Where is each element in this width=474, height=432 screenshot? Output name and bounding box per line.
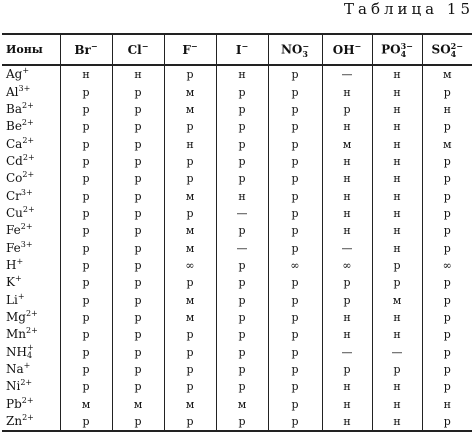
anion-charge: 3− <box>400 40 413 51</box>
solubility-cell: р <box>112 101 164 118</box>
anion-symbol: I <box>235 42 242 57</box>
solubility-cell: р <box>60 291 112 308</box>
solubility-cell: р <box>60 135 112 152</box>
solubility-cell: р <box>268 291 322 308</box>
solubility-cell: р <box>268 222 322 239</box>
cation-cell <box>2 274 60 291</box>
solubility-cell: р <box>164 205 216 222</box>
cation-cell <box>2 326 60 343</box>
cation-symbol: Ag <box>6 67 23 82</box>
anion-subscript: 4 <box>400 48 407 59</box>
solubility-cell: р <box>60 326 112 343</box>
solubility-cell: н <box>372 153 422 170</box>
anion-charge: − <box>354 40 362 51</box>
solubility-cell: р <box>422 153 472 170</box>
table-row <box>2 101 472 118</box>
solubility-cell: р <box>422 222 472 239</box>
table-row <box>2 222 472 239</box>
solubility-cell: р <box>60 187 112 204</box>
solubility-cell: р <box>268 309 322 326</box>
header-anion <box>372 34 422 65</box>
table-row <box>2 361 472 378</box>
solubility-cell: н <box>372 170 422 187</box>
solubility-cell: р <box>60 101 112 118</box>
cation-charge: 2+ <box>20 222 33 232</box>
cation-symbol: Pb <box>6 396 22 411</box>
cation-symbol: Li <box>6 292 18 307</box>
cation-charge: 2+ <box>22 204 35 214</box>
solubility-cell: р <box>60 361 112 378</box>
cation-cell <box>2 101 60 118</box>
anion-charge: − <box>190 40 198 51</box>
solubility-cell: — <box>216 239 268 256</box>
solubility-cell: ∞ <box>422 257 472 274</box>
solubility-cell: н <box>422 101 472 118</box>
solubility-cell: р <box>112 153 164 170</box>
solubility-cell: р <box>60 170 112 187</box>
cation-charge: 3+ <box>20 239 33 249</box>
solubility-cell: р <box>60 118 112 135</box>
solubility-cell: н <box>372 83 422 100</box>
cation-symbol: Ba <box>6 101 22 116</box>
cation-symbol: Be <box>6 119 22 134</box>
table-row <box>2 291 472 308</box>
solubility-cell: н <box>372 239 422 256</box>
solubility-cell: р <box>60 83 112 100</box>
solubility-cell: р <box>60 309 112 326</box>
cation-charge: + <box>22 66 30 76</box>
solubility-cell: р <box>164 153 216 170</box>
cation-cell <box>2 309 60 326</box>
cation-symbol: Mn <box>6 327 27 342</box>
solubility-cell: р <box>322 291 372 308</box>
solubility-cell: р <box>268 170 322 187</box>
cation-cell <box>2 187 60 204</box>
solubility-cell: р <box>268 344 322 361</box>
cation-cell <box>2 205 60 222</box>
solubility-cell: н <box>216 187 268 204</box>
cation-symbol: NH <box>6 344 27 359</box>
cation-charge: 2+ <box>22 170 35 180</box>
solubility-cell: р <box>216 378 268 395</box>
solubility-cell: — <box>372 344 422 361</box>
cation-charge: + <box>23 361 31 371</box>
table-row <box>2 83 472 100</box>
solubility-cell: н <box>372 222 422 239</box>
cation-cell <box>2 135 60 152</box>
solubility-cell: р <box>372 361 422 378</box>
cation-cell <box>2 118 60 135</box>
solubility-cell: р <box>422 83 472 100</box>
cation-charge: 2+ <box>20 378 33 388</box>
solubility-cell: р <box>268 101 322 118</box>
table-row <box>2 378 472 395</box>
solubility-cell: н <box>372 309 422 326</box>
solubility-cell: — <box>322 239 372 256</box>
solubility-cell: р <box>216 361 268 378</box>
solubility-cell: р <box>422 274 472 291</box>
cation-symbol: K <box>6 275 15 290</box>
solubility-cell: р <box>112 170 164 187</box>
table-row <box>2 153 472 170</box>
solubility-cell: р <box>164 413 216 431</box>
solubility-cell: р <box>164 170 216 187</box>
solubility-cell: н <box>164 135 216 152</box>
solubility-cell: р <box>268 187 322 204</box>
cation-cell <box>2 83 60 100</box>
solubility-cell: р <box>422 361 472 378</box>
solubility-cell: н <box>372 205 422 222</box>
solubility-cell: н <box>372 101 422 118</box>
solubility-cell: н <box>372 118 422 135</box>
anion-symbol: OH <box>332 42 355 57</box>
solubility-cell: н <box>322 396 372 413</box>
solubility-cell: р <box>268 65 322 83</box>
solubility-cell: м <box>322 135 372 152</box>
solubility-cell: р <box>112 187 164 204</box>
anion-index-charge <box>451 42 463 58</box>
solubility-cell: р <box>422 187 472 204</box>
solubility-cell: р <box>112 344 164 361</box>
anion-index-charge <box>401 42 413 58</box>
header-anion <box>164 34 216 65</box>
cation-charge: + <box>17 291 25 301</box>
solubility-cell: р <box>60 344 112 361</box>
solubility-cell: р <box>422 170 472 187</box>
table-row <box>2 187 472 204</box>
solubility-cell: н <box>322 326 372 343</box>
cation-cell <box>2 65 60 83</box>
cation-charge: 3+ <box>18 83 31 93</box>
cation-charge: 2+ <box>22 135 35 145</box>
solubility-cell: р <box>112 413 164 431</box>
solubility-cell: р <box>112 257 164 274</box>
header-anion <box>112 34 164 65</box>
solubility-cell: р <box>112 361 164 378</box>
solubility-cell: н <box>322 205 372 222</box>
cation-symbol: Cu <box>6 205 23 220</box>
solubility-cell: р <box>216 118 268 135</box>
solubility-cell: н <box>422 396 472 413</box>
solubility-cell: р <box>422 309 472 326</box>
solubility-cell: р <box>216 170 268 187</box>
solubility-cell: м <box>422 135 472 152</box>
cation-cell <box>2 257 60 274</box>
anion-subscript: 4 <box>450 48 457 59</box>
solubility-cell: р <box>422 378 472 395</box>
solubility-cell: р <box>164 361 216 378</box>
table-row <box>2 309 472 326</box>
table-body <box>2 65 472 431</box>
solubility-cell: р <box>60 413 112 431</box>
cation-cell <box>2 413 60 431</box>
solubility-cell: р <box>422 344 472 361</box>
solubility-cell: — <box>322 65 372 83</box>
table-row <box>2 239 472 256</box>
solubility-cell: р <box>60 239 112 256</box>
solubility-cell: р <box>60 378 112 395</box>
solubility-cell: р <box>216 153 268 170</box>
solubility-cell: р <box>268 118 322 135</box>
solubility-cell: н <box>322 309 372 326</box>
solubility-cell: р <box>216 101 268 118</box>
table-row <box>2 118 472 135</box>
cation-symbol: Mg <box>6 309 26 324</box>
cation-charge: 2+ <box>26 326 38 336</box>
solubility-cell: р <box>216 326 268 343</box>
solubility-cell: н <box>322 170 372 187</box>
anion-charge: − <box>141 40 149 51</box>
solubility-cell: р <box>216 413 268 431</box>
solubility-cell: н <box>372 65 422 83</box>
solubility-cell: р <box>268 274 322 291</box>
cation-charge: 2+ <box>25 308 38 318</box>
anion-symbol: Br <box>74 42 91 57</box>
caption-word: Таблица <box>344 0 439 18</box>
solubility-cell: р <box>112 135 164 152</box>
cation-symbol: Al <box>6 84 19 99</box>
solubility-cell: н <box>322 378 372 395</box>
solubility-cell: м <box>164 309 216 326</box>
solubility-cell: н <box>322 222 372 239</box>
cation-cell <box>2 239 60 256</box>
anion-symbol: Cl <box>127 42 142 57</box>
solubility-cell: м <box>164 291 216 308</box>
cation-charge: 3+ <box>20 187 33 197</box>
solubility-cell: р <box>268 205 322 222</box>
solubility-cell: р <box>112 239 164 256</box>
header-anion <box>216 34 268 65</box>
solubility-cell: р <box>164 65 216 83</box>
solubility-cell: н <box>112 65 164 83</box>
solubility-cell: р <box>216 344 268 361</box>
anion-symbol: SO <box>431 42 451 56</box>
cation-cell <box>2 396 60 413</box>
table-row <box>2 257 472 274</box>
solubility-cell: р <box>60 274 112 291</box>
solubility-cell: р <box>112 222 164 239</box>
table-row <box>2 326 472 343</box>
solubility-cell: р <box>112 291 164 308</box>
solubility-cell: н <box>322 187 372 204</box>
header-anion <box>60 34 112 65</box>
solubility-cell: — <box>322 344 372 361</box>
solubility-cell: р <box>216 257 268 274</box>
cation-symbol: Co <box>6 171 23 186</box>
solubility-cell: р <box>60 257 112 274</box>
cation-charge: 2+ <box>22 152 35 162</box>
solubility-cell: р <box>164 118 216 135</box>
solubility-table <box>2 33 472 432</box>
solubility-cell: р <box>322 101 372 118</box>
solubility-cell: р <box>112 118 164 135</box>
table-row <box>2 135 472 152</box>
solubility-cell: н <box>372 135 422 152</box>
solubility-cell: р <box>268 153 322 170</box>
anion-symbol: PO <box>381 42 401 56</box>
cation-symbol: Ca <box>6 136 23 151</box>
anion-charge: − <box>241 40 249 51</box>
cation-charge: + <box>16 256 24 266</box>
solubility-cell: р <box>422 239 472 256</box>
solubility-cell: р <box>422 326 472 343</box>
solubility-cell: р <box>268 239 322 256</box>
anion-charge: 2− <box>450 40 463 51</box>
solubility-cell: р <box>216 291 268 308</box>
solubility-cell: р <box>164 344 216 361</box>
solubility-cell: н <box>372 187 422 204</box>
cation-symbol: Fe <box>6 240 21 255</box>
solubility-cell: р <box>216 222 268 239</box>
solubility-cell: м <box>164 101 216 118</box>
cation-symbol: Zn <box>6 414 23 429</box>
solubility-cell: р <box>322 361 372 378</box>
solubility-cell: м <box>216 396 268 413</box>
anion-symbol: NO <box>280 42 303 56</box>
solubility-cell: р <box>112 309 164 326</box>
solubility-cell: н <box>372 396 422 413</box>
solubility-cell: р <box>164 274 216 291</box>
solubility-cell: м <box>164 83 216 100</box>
header-ions: Ионы <box>2 34 60 65</box>
solubility-cell: м <box>164 187 216 204</box>
table-row <box>2 274 472 291</box>
cation-charge: + <box>14 274 22 284</box>
solubility-cell: н <box>372 413 422 431</box>
cation-cell <box>2 378 60 395</box>
solubility-cell: р <box>216 135 268 152</box>
cation-cell <box>2 222 60 239</box>
solubility-cell: р <box>216 274 268 291</box>
cation-charge: 2+ <box>22 413 34 423</box>
solubility-cell: р <box>216 83 268 100</box>
solubility-cell: р <box>112 274 164 291</box>
cation-symbol: Cr <box>6 188 21 203</box>
cation-symbol: Fe <box>6 223 21 238</box>
anion-charge: − <box>302 40 310 51</box>
solubility-cell: ∞ <box>268 257 322 274</box>
solubility-cell: р <box>422 413 472 431</box>
solubility-cell: ∞ <box>164 257 216 274</box>
table-row <box>2 396 472 413</box>
solubility-cell: р <box>268 326 322 343</box>
anion-charge: − <box>90 40 98 51</box>
solubility-cell: р <box>112 205 164 222</box>
solubility-cell: р <box>268 396 322 413</box>
solubility-cell: р <box>112 83 164 100</box>
solubility-cell: н <box>322 83 372 100</box>
table-row <box>2 205 472 222</box>
solubility-cell: р <box>164 326 216 343</box>
solubility-cell: н <box>216 65 268 83</box>
cation-cell <box>2 153 60 170</box>
solubility-cell: р <box>164 378 216 395</box>
solubility-cell: м <box>164 239 216 256</box>
header-anion <box>268 34 322 65</box>
caption-number: 15 <box>446 0 474 18</box>
solubility-cell: р <box>268 135 322 152</box>
solubility-cell: р <box>268 83 322 100</box>
solubility-cell: м <box>164 396 216 413</box>
solubility-cell: р <box>268 413 322 431</box>
solubility-cell: м <box>112 396 164 413</box>
solubility-cell: н <box>322 413 372 431</box>
solubility-cell: м <box>372 291 422 308</box>
solubility-cell: н <box>372 326 422 343</box>
solubility-cell: р <box>422 291 472 308</box>
table-row <box>2 344 472 361</box>
header-anion <box>422 34 472 65</box>
table-row <box>2 170 472 187</box>
solubility-cell: р <box>60 205 112 222</box>
table-caption <box>344 0 474 18</box>
solubility-cell: р <box>372 274 422 291</box>
solubility-cell: м <box>164 222 216 239</box>
solubility-cell: р <box>216 309 268 326</box>
solubility-cell: — <box>216 205 268 222</box>
solubility-cell: н <box>60 65 112 83</box>
cation-cell <box>2 170 60 187</box>
cation-cell <box>2 291 60 308</box>
cation-cell <box>2 361 60 378</box>
cation-charge: 2+ <box>21 118 34 128</box>
solubility-cell: р <box>422 118 472 135</box>
cation-index-charge <box>27 344 34 360</box>
solubility-cell: р <box>60 153 112 170</box>
cation-subscript: 4 <box>26 351 33 361</box>
table-row <box>2 413 472 431</box>
cation-symbol: Na <box>6 362 24 377</box>
cation-symbol: H <box>6 257 17 272</box>
solubility-cell: р <box>60 222 112 239</box>
solubility-cell: н <box>322 153 372 170</box>
cation-symbol: Ni <box>6 379 21 394</box>
solubility-cell: р <box>268 361 322 378</box>
solubility-cell: р <box>112 378 164 395</box>
solubility-cell: р <box>322 274 372 291</box>
solubility-cell: р <box>268 378 322 395</box>
solubility-cell: н <box>372 378 422 395</box>
cation-charge: 2+ <box>21 395 34 405</box>
solubility-cell: р <box>372 257 422 274</box>
table-row <box>2 65 472 83</box>
solubility-cell: р <box>422 205 472 222</box>
solubility-cell: р <box>112 326 164 343</box>
header-row <box>2 34 472 65</box>
solubility-cell: н <box>322 118 372 135</box>
cation-charge: + <box>26 343 34 353</box>
cation-charge: 2+ <box>21 100 34 110</box>
header-anion <box>322 34 372 65</box>
anion-index-charge <box>302 42 309 58</box>
solubility-cell: м <box>60 396 112 413</box>
cation-cell <box>2 344 60 361</box>
anion-symbol: F <box>182 42 191 57</box>
solubility-cell: м <box>422 65 472 83</box>
cation-symbol: Cd <box>6 153 23 168</box>
solubility-cell: ∞ <box>322 257 372 274</box>
anion-subscript: 3 <box>302 48 308 59</box>
